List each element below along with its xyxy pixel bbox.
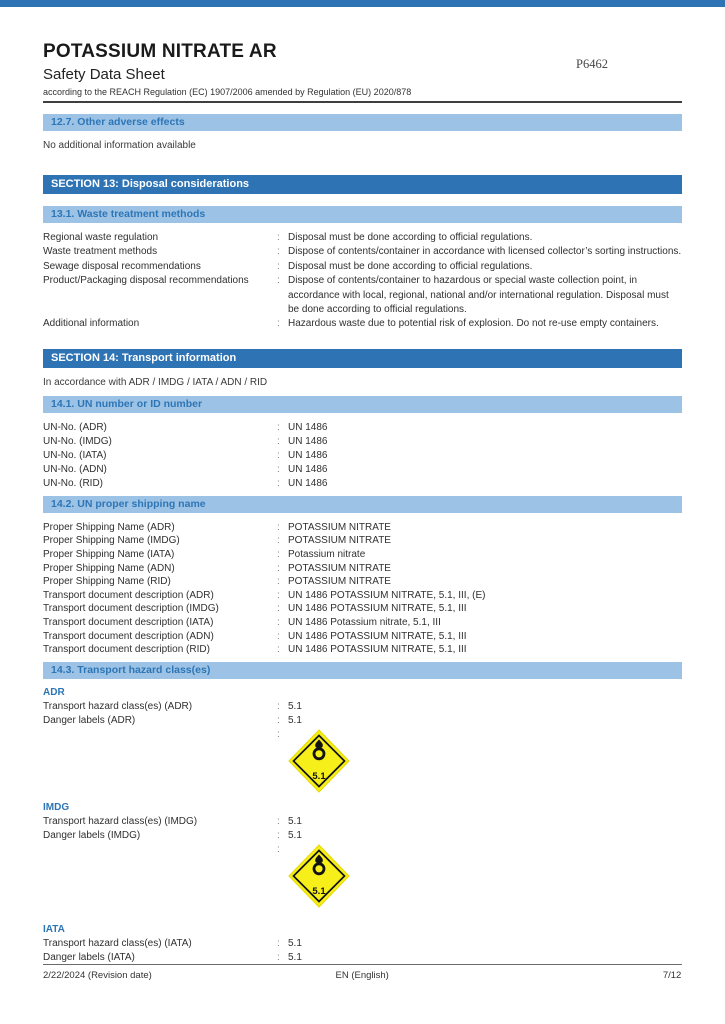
subsection-12-7-header: 12.7. Other adverse effects — [43, 114, 682, 131]
field-value: UN 1486 Potassium nitrate, 5.1, III — [288, 617, 441, 628]
table-row — [43, 521, 682, 535]
field-label: Sewage disposal recommendations — [43, 260, 201, 272]
table-row — [43, 714, 682, 728]
colon-separator: : — [277, 603, 280, 615]
field-value: UN 1486 — [288, 463, 328, 475]
field-label: Proper Shipping Name (RID) — [43, 576, 171, 588]
no-info-text: No additional information available — [43, 140, 196, 151]
field-value: Dispose of contents/container to hazardous or special waste collection point, in accordance with local, regional, national and/or international regulation. Disposal must be done according to official regulations. — [288, 275, 669, 316]
field-label: Proper Shipping Name (ADR) — [43, 521, 175, 533]
field-label: Additional information — [43, 318, 140, 330]
field-value: UN 1486 POTASSIUM NITRATE, 5.1, III — [288, 603, 467, 615]
colon-separator: : — [277, 246, 280, 258]
table-row — [43, 449, 682, 463]
field-value: UN 1486 POTASSIUM NITRATE, 5.1, III — [288, 630, 467, 642]
colon-separator: : — [277, 435, 280, 447]
colon-separator: : — [277, 617, 280, 628]
field-label-empty — [43, 728, 277, 793]
danger-label-5.1-oxidizer-icon — [288, 844, 350, 908]
field-label: Proper Shipping Name (IATA) — [43, 549, 175, 561]
adr-subheading: ADR — [43, 686, 65, 698]
colon-separator: : — [277, 260, 280, 272]
table-row — [43, 616, 682, 630]
field-label: Transport hazard class(es) (ADR) — [43, 700, 193, 712]
danger-label-cell — [288, 728, 682, 793]
field-value: UN 1486 — [288, 421, 328, 433]
field-label: UN-No. (ADN) — [43, 463, 107, 475]
danger-label-row — [43, 843, 682, 908]
table-row — [43, 630, 682, 644]
section-13-header: SECTION 13: Disposal considerations — [43, 175, 682, 194]
field-label: Waste treatment methods — [43, 246, 158, 258]
regulation-reference: according to the REACH Regulation (EC) 1907/2006 amended by Regulation (EU) 2020/878 — [43, 87, 412, 97]
table-row — [43, 435, 682, 449]
table-row — [43, 245, 682, 259]
field-value: POTASSIUM NITRATE — [288, 562, 391, 574]
table-row — [43, 589, 682, 603]
subsection-14-3-header: 14.3. Transport hazard class(es) — [43, 662, 682, 679]
field-label: Transport document description (IMDG) — [43, 603, 219, 615]
colon-separator: : — [277, 589, 280, 601]
colon-separator: : — [277, 937, 280, 949]
colon-separator: : — [277, 644, 280, 656]
colon-separator: : — [277, 535, 280, 547]
table-row — [43, 477, 682, 491]
product-title: POTASSIUM NITRATE AR — [43, 41, 277, 62]
field-value: Dispose of contents/container in accordance with licensed collector’s sorting instructions. — [288, 246, 682, 258]
table-row — [43, 937, 682, 951]
field-label: Proper Shipping Name (IMDG) — [43, 535, 180, 547]
field-value: Disposal must be done according to official regulations. — [288, 260, 533, 272]
colon-separator: : — [277, 521, 280, 533]
field-label: Transport document description (IATA) — [43, 617, 214, 628]
imdg-hazard-table — [43, 815, 682, 908]
field-label: Transport document description (ADR) — [43, 589, 214, 601]
colon-separator: : — [277, 843, 280, 855]
field-value: UN 1486 POTASSIUM NITRATE, 5.1, III, (E) — [288, 589, 486, 601]
colon-separator: : — [277, 728, 280, 740]
field-value: POTASSIUM NITRATE — [288, 521, 391, 533]
adr-hazard-table — [43, 700, 682, 793]
document-type: Safety Data Sheet — [43, 66, 165, 83]
footer-page-number: 7/12 — [662, 970, 682, 981]
colon-separator: : — [277, 275, 280, 287]
table-row — [43, 562, 682, 576]
danger-label-row — [43, 728, 682, 793]
field-value: 5.1 — [288, 700, 302, 712]
field-label: Transport hazard class(es) (IATA) — [43, 937, 192, 949]
table-row — [43, 463, 682, 477]
field-value: UN 1486 — [288, 435, 328, 447]
field-value: 5.1 — [288, 815, 302, 827]
table-row — [43, 317, 682, 331]
colon-separator: : — [277, 463, 280, 475]
subsection-14-2-header: 14.2. UN proper shipping name — [43, 496, 682, 513]
shipping-name-table — [43, 521, 682, 657]
document-body — [0, 40, 725, 965]
table-row — [43, 643, 682, 657]
field-value: POTASSIUM NITRATE — [288, 576, 391, 588]
hazard-class-text: 5.1 — [312, 770, 326, 782]
field-label: Transport document description (RID) — [43, 644, 210, 656]
colon-separator: : — [277, 576, 280, 588]
table-row — [43, 260, 682, 274]
field-value: UN 1486 — [288, 449, 328, 461]
field-value: UN 1486 — [288, 477, 328, 489]
field-label-empty — [43, 843, 277, 908]
field-value: UN 1486 POTASSIUM NITRATE, 5.1, III — [288, 644, 467, 656]
field-label: UN-No. (RID) — [43, 477, 103, 489]
field-value: 5.1 — [288, 714, 302, 726]
table-row — [43, 602, 682, 616]
table-row — [43, 575, 682, 589]
colon-separator: : — [277, 562, 280, 574]
colon-separator: : — [277, 951, 280, 963]
iata-hazard-table — [43, 937, 682, 965]
section-14-header: SECTION 14: Transport information — [43, 349, 682, 368]
product-code: P6462 — [576, 57, 608, 71]
table-row — [43, 829, 682, 843]
colon-separator: : — [277, 630, 280, 642]
iata-subheading: IATA — [43, 923, 65, 935]
imdg-subheading: IMDG — [43, 801, 70, 813]
colon-separator: : — [277, 700, 280, 712]
footer-language: EN (English) — [335, 970, 389, 981]
colon-separator: : — [277, 549, 280, 561]
field-value: 5.1 — [288, 937, 302, 949]
colon-separator: : — [277, 815, 280, 827]
field-value: Potassium nitrate — [288, 549, 366, 561]
field-label: Danger labels (IMDG) — [43, 829, 141, 841]
colon-separator: : — [277, 829, 280, 841]
subsection-14-1-header: 14.1. UN number or ID number — [43, 396, 682, 413]
field-value: 5.1 — [288, 829, 302, 841]
table-row — [43, 815, 682, 829]
footer-revision-date: 2/22/2024 (Revision date) — [43, 970, 152, 981]
waste-treatment-table — [43, 231, 682, 332]
field-label: UN-No. (IMDG) — [43, 435, 112, 447]
field-label: UN-No. (ADR) — [43, 421, 107, 433]
field-value: Hazardous waste due to potential risk of explosion. Do not re-use empty containers. — [288, 318, 659, 330]
colon-separator: : — [277, 318, 280, 330]
field-value: Disposal must be done according to official regulations. — [288, 232, 533, 243]
danger-label-5.1-oxidizer-icon — [288, 729, 350, 793]
field-label: Product/Packaging disposal recommendations — [43, 275, 249, 287]
field-label: Transport document description (ADN) — [43, 630, 214, 642]
un-number-table — [43, 421, 682, 491]
transport-intro-text: In accordance with ADR / IMDG / IATA / ADN / RID — [43, 376, 268, 388]
field-label: Danger labels (ADR) — [43, 714, 136, 726]
table-row — [43, 421, 682, 435]
colon-separator: : — [277, 714, 280, 726]
field-label: Proper Shipping Name (ADN) — [43, 562, 175, 574]
colon-separator: : — [277, 477, 280, 489]
subsection-13-1-header: 13.1. Waste treatment methods — [43, 206, 682, 223]
colon-separator: : — [277, 232, 280, 243]
hazard-class-text: 5.1 — [312, 885, 326, 897]
table-row — [43, 231, 682, 245]
document-header — [43, 40, 682, 103]
table-row — [43, 274, 682, 317]
colon-separator: : — [277, 421, 280, 433]
field-value: POTASSIUM NITRATE — [288, 535, 391, 547]
danger-label-cell — [288, 843, 682, 908]
table-row — [43, 548, 682, 562]
field-label: Danger labels (IATA) — [43, 951, 135, 963]
field-label: Regional waste regulation — [43, 232, 159, 243]
table-row — [43, 534, 682, 548]
table-row — [43, 951, 682, 965]
header-divider — [43, 101, 682, 103]
field-label: UN-No. (IATA) — [43, 449, 107, 461]
field-label: Transport hazard class(es) (IMDG) — [43, 815, 198, 827]
field-value: 5.1 — [288, 951, 302, 963]
table-row — [43, 700, 682, 714]
page-top-accent-bar — [0, 0, 725, 7]
page-footer — [43, 964, 682, 981]
colon-separator: : — [277, 449, 280, 461]
